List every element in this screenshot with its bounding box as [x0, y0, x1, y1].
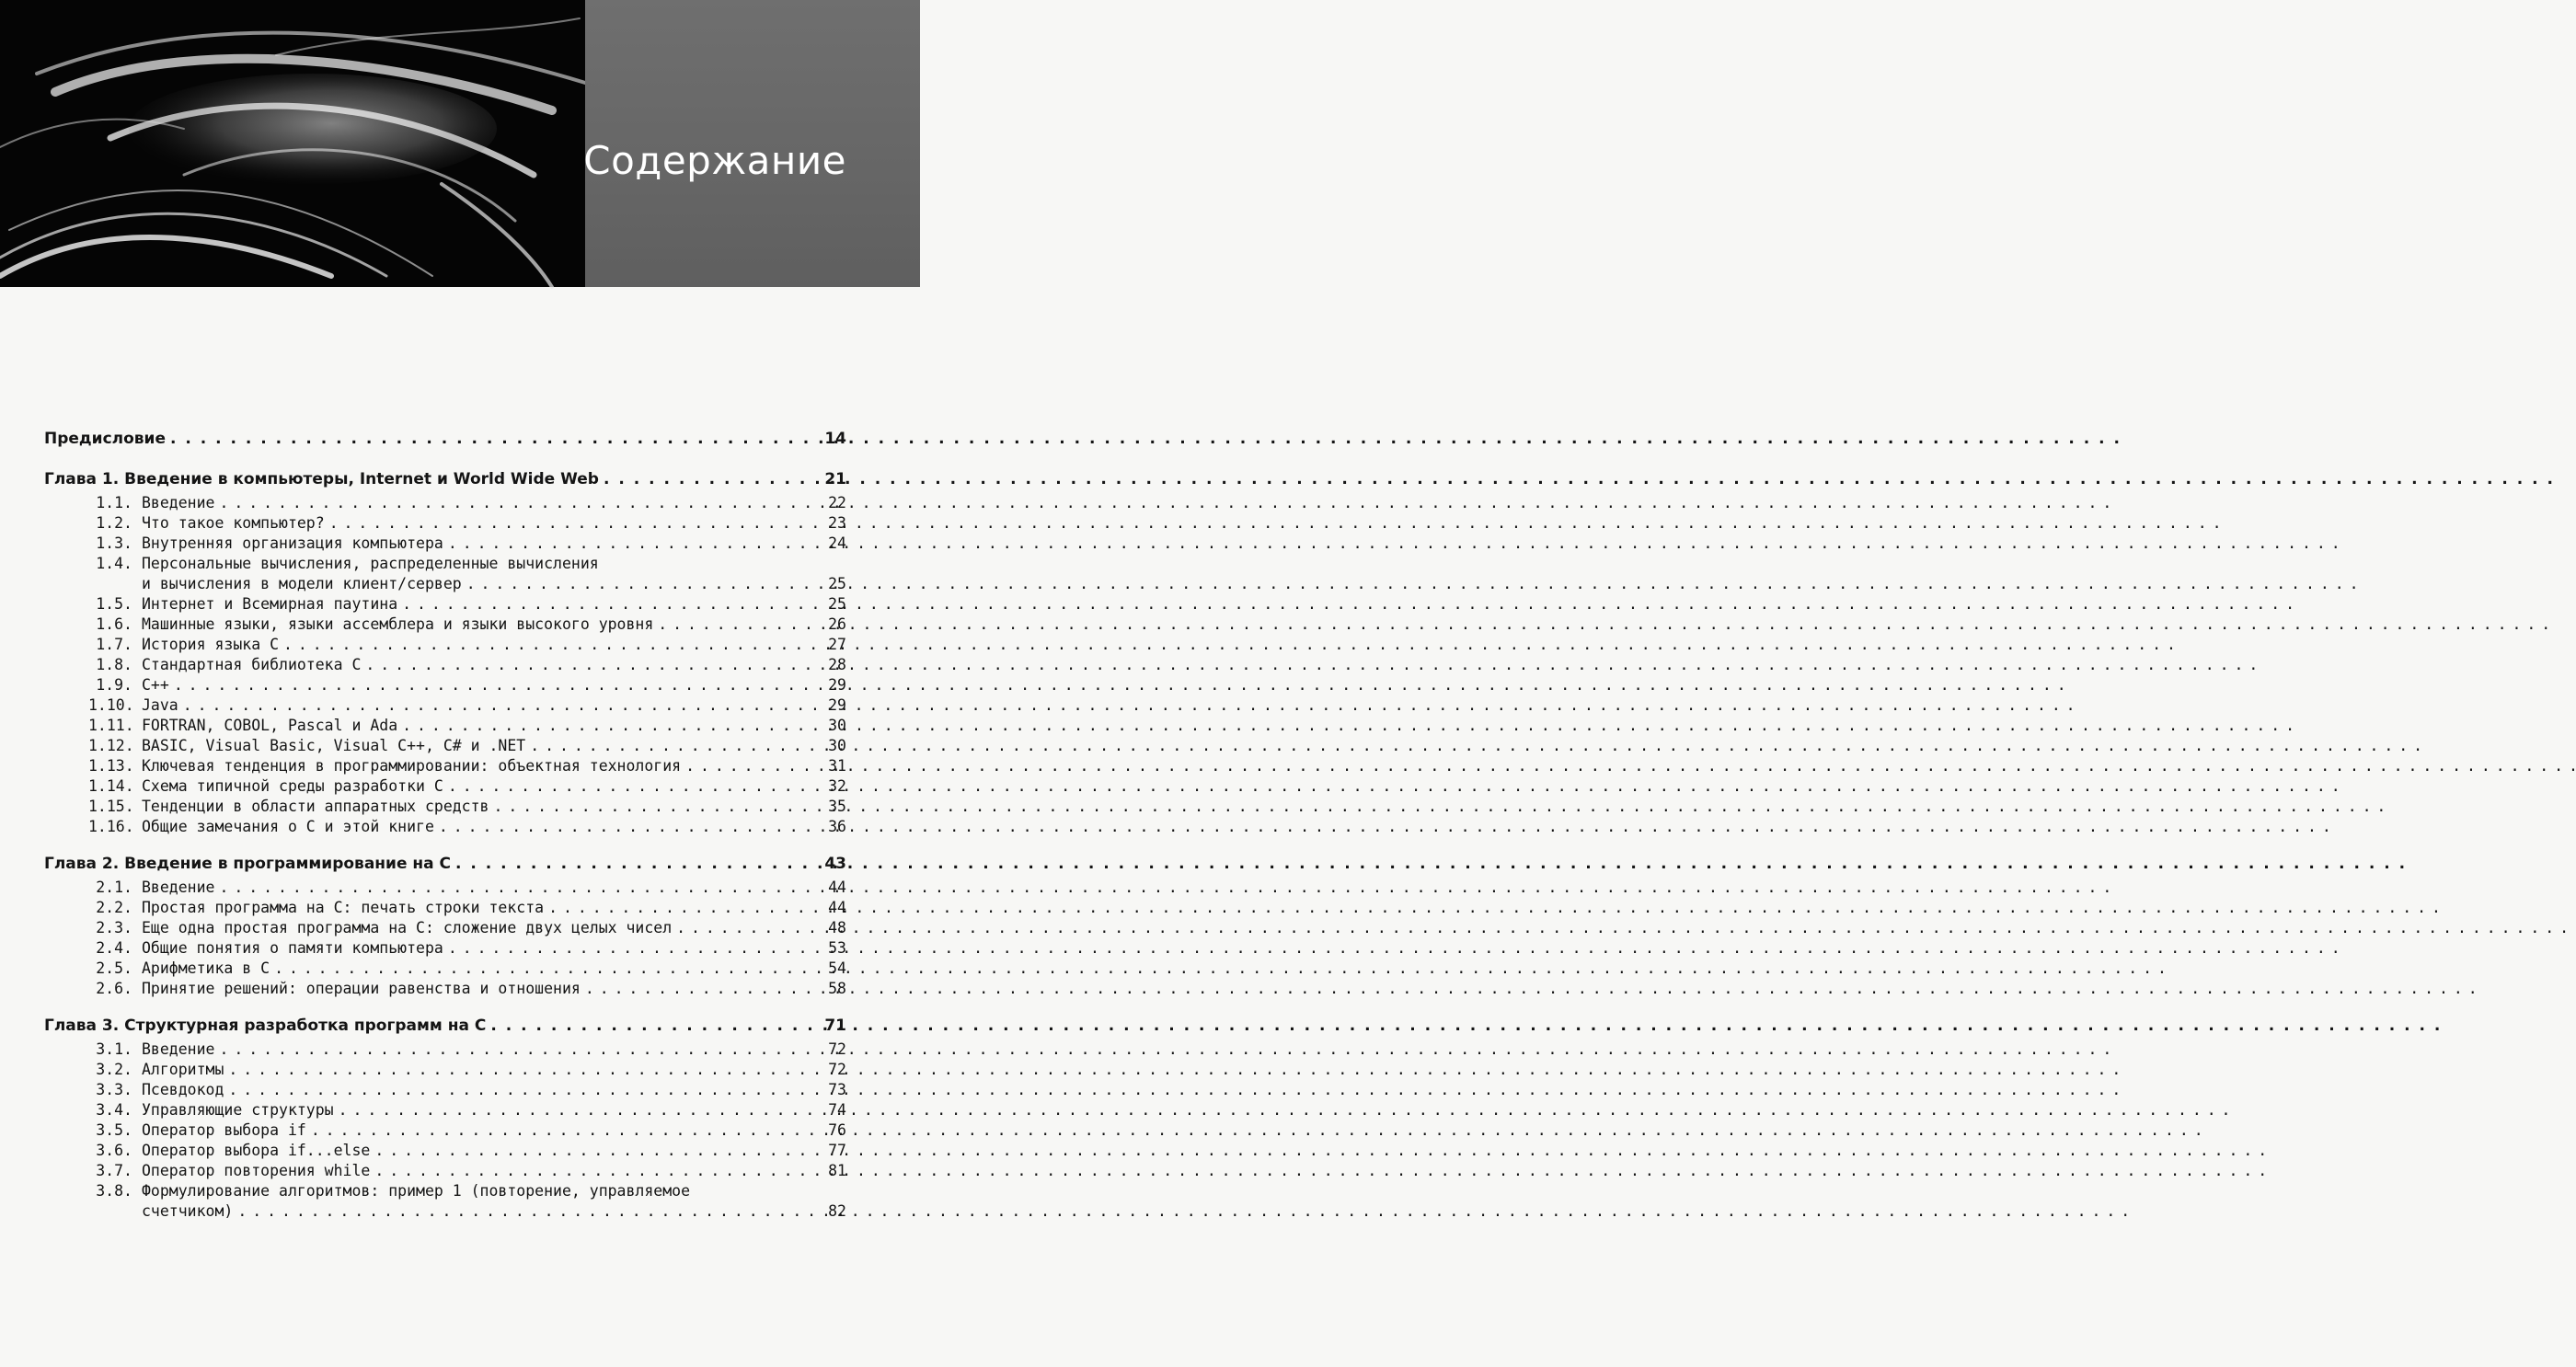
- section-page: 31: [828, 757, 846, 775]
- dot-leader: [170, 425, 819, 453]
- section-number: 3.5.: [96, 1121, 132, 1139]
- toc-section-1-6[interactable]: [44, 615, 846, 635]
- section-number: 3.4.: [96, 1101, 132, 1119]
- section-page: 30: [828, 737, 846, 754]
- section-title: Оператор выбора if: [142, 1121, 306, 1139]
- section-number: 3.3.: [96, 1081, 132, 1098]
- section-number: 2.2.: [96, 899, 132, 916]
- section-title: Еще одна простая программа на C: сложение двух целых чисел: [142, 919, 673, 936]
- toc-section-1-15[interactable]: [44, 797, 846, 817]
- section-number: 1.8.: [96, 656, 132, 673]
- chapter-page: 21: [824, 470, 846, 488]
- dot-leader: [274, 959, 821, 979]
- dot-leader: [448, 776, 821, 797]
- section-number: 2.6.: [96, 980, 132, 997]
- toc-section-3-5[interactable]: [44, 1120, 846, 1141]
- toc-section-1-4-cont[interactable]: [44, 574, 846, 594]
- toc-section-2-1[interactable]: [44, 878, 846, 898]
- dot-leader: [311, 1120, 821, 1141]
- section-page: 29: [828, 676, 846, 694]
- section-title: Что такое компьютер?: [142, 514, 325, 532]
- dot-leader: [183, 695, 821, 716]
- section-title-continuation: счетчиком): [142, 1202, 234, 1220]
- dot-leader: [455, 850, 819, 878]
- section-page: 35: [828, 798, 846, 815]
- dot-leader: [685, 756, 821, 776]
- section-title: Интернет и Всемирная паутина: [142, 595, 398, 613]
- dot-leader: [494, 797, 822, 817]
- toc-section-2-3[interactable]: [44, 918, 846, 938]
- section-title: Формулирование алгоритмов: пример 1 (повторение, управляемое: [142, 1182, 691, 1200]
- section-number: 1.2.: [96, 514, 132, 532]
- toc-section-3-3[interactable]: [44, 1080, 846, 1100]
- toc-section-2-2[interactable]: [44, 898, 846, 918]
- section-page: 29: [828, 696, 846, 714]
- section-number: 2.5.: [96, 959, 132, 977]
- section-number: 1.14.: [88, 777, 134, 795]
- section-number: 1.13.: [88, 757, 134, 775]
- toc-chapter-1[interactable]: [44, 465, 846, 493]
- section-title: Стандартная библиотека C: [142, 656, 362, 673]
- toc-section-1-14[interactable]: [44, 776, 846, 797]
- toc-chapter-2[interactable]: [44, 850, 846, 878]
- chapter-title: Глава 1. Введение в компьютеры, Internet и World Wide Web: [44, 470, 599, 488]
- section-number: 1.16.: [88, 818, 134, 835]
- section-number: 1.3.: [96, 534, 132, 552]
- galaxy-image: [0, 0, 585, 287]
- section-title: Схема типичной среды разработки C: [142, 777, 443, 795]
- section-number: 3.6.: [96, 1142, 132, 1159]
- section-number: 3.8.: [96, 1182, 132, 1200]
- section-page: 58: [828, 980, 846, 997]
- preface-page: 14: [824, 430, 846, 448]
- section-number: 2.3.: [96, 919, 132, 936]
- section-page: 25: [828, 595, 846, 613]
- toc-section-3-1[interactable]: [44, 1040, 846, 1060]
- dot-leader: [402, 716, 821, 736]
- dot-leader: [219, 1040, 821, 1060]
- section-title: Общие понятия о памяти компьютера: [142, 939, 443, 957]
- dot-leader: [658, 615, 821, 635]
- preface-label: Предисловие: [44, 430, 166, 448]
- section-number: 1.11.: [88, 717, 134, 734]
- section-title: BASIC, Visual Basic, Visual C++, C# и .NET: [142, 737, 526, 754]
- toc-chapter-3[interactable]: [44, 1012, 846, 1040]
- dot-leader: [374, 1161, 821, 1181]
- chapter-2-group: [44, 850, 846, 999]
- section-title: Принятие решений: операции равенства и отношения: [142, 980, 581, 997]
- section-page: 28: [828, 656, 846, 673]
- section-title: Оператор выбора if...else: [142, 1142, 371, 1159]
- section-page: 44: [828, 879, 846, 896]
- section-number: 1.5.: [96, 595, 132, 613]
- toc-section-3-8-cont[interactable]: [44, 1201, 846, 1222]
- dot-leader: [448, 938, 821, 959]
- section-page: 82: [828, 1202, 846, 1220]
- chapter-3-group: [44, 1012, 846, 1222]
- section-number: 2.1.: [96, 879, 132, 896]
- toc-section-1-11[interactable]: [44, 716, 846, 736]
- section-number: 2.4.: [96, 939, 132, 957]
- section-number: 3.7.: [96, 1162, 132, 1179]
- section-page: 54: [828, 959, 846, 977]
- section-number: 3.2.: [96, 1061, 132, 1078]
- dot-leader: [530, 736, 821, 756]
- dot-leader: [466, 574, 821, 594]
- section-page: 81: [828, 1162, 846, 1179]
- toc-section-2-4[interactable]: [44, 938, 846, 959]
- section-title: Java: [142, 696, 178, 714]
- toc-section-3-8[interactable]: [44, 1181, 846, 1201]
- section-title: Простая программа на C: печать строки текста: [142, 899, 545, 916]
- section-page: 24: [828, 534, 846, 552]
- header-banner: [0, 0, 920, 287]
- toc-preface[interactable]: [44, 425, 846, 453]
- dot-leader: [174, 675, 821, 695]
- section-number: 1.4.: [96, 555, 132, 572]
- chapter-title: Глава 2. Введение в программирование на C: [44, 855, 452, 873]
- section-number: 1.7.: [96, 636, 132, 653]
- chapter-title: Глава 3. Структурная разработка программ на C: [44, 1017, 487, 1035]
- dot-leader: [329, 513, 821, 534]
- section-number: 1.12.: [88, 737, 134, 754]
- dot-leader: [228, 1080, 821, 1100]
- section-title-continuation: и вычисления в модели клиент/сервер: [142, 575, 462, 592]
- section-number: 1.9.: [96, 676, 132, 694]
- toc-section-3-4[interactable]: [44, 1100, 846, 1120]
- section-page: 22: [828, 494, 846, 511]
- dot-leader: [676, 918, 821, 938]
- section-title: Введение: [142, 879, 215, 896]
- section-number: 1.15.: [88, 798, 134, 815]
- section-page: 36: [828, 818, 846, 835]
- dot-leader: [283, 635, 821, 655]
- section-title: Алгоритмы: [142, 1061, 224, 1078]
- dot-leader: [339, 1100, 821, 1120]
- section-number: 3.1.: [96, 1040, 132, 1058]
- section-title: Персональные вычисления, распределенные вычисления: [142, 555, 599, 572]
- section-number: 1.10.: [88, 696, 134, 714]
- dot-leader: [219, 878, 821, 898]
- section-page: 27: [828, 636, 846, 653]
- section-title: История языка C: [142, 636, 280, 653]
- section-page: 23: [828, 514, 846, 532]
- section-page: 53: [828, 939, 846, 957]
- section-title: Машинные языки, языки ассемблера и языки высокого уровня: [142, 615, 654, 633]
- section-page: 72: [828, 1061, 846, 1078]
- section-title: Оператор повторения while: [142, 1162, 371, 1179]
- section-page: 30: [828, 717, 846, 734]
- section-title: Введение: [142, 494, 215, 511]
- section-title: Внутренняя организация компьютера: [142, 534, 443, 552]
- toc-section-1-7[interactable]: [44, 635, 846, 655]
- section-title: Тенденции в области аппаратных средств: [142, 798, 489, 815]
- toc-section-2-6[interactable]: [44, 979, 846, 999]
- dot-leader: [490, 1012, 819, 1040]
- toc-section-1-8[interactable]: [44, 655, 846, 675]
- section-page: 74: [828, 1101, 846, 1119]
- section-title: C++: [142, 676, 169, 694]
- chapter-1-group: [44, 465, 846, 837]
- dot-leader: [374, 1141, 821, 1161]
- section-title: Управляющие структуры: [142, 1101, 334, 1119]
- section-title: FORTRAN, COBOL, Pascal и Ada: [142, 717, 398, 734]
- toc-section-1-16[interactable]: [44, 817, 846, 837]
- toc-section-1-13[interactable]: [44, 756, 846, 776]
- section-title: Введение: [142, 1040, 215, 1058]
- title-panel: [585, 0, 920, 287]
- dot-leader: [219, 493, 821, 513]
- dot-leader: [439, 817, 821, 837]
- chapter-page: 71: [824, 1017, 846, 1035]
- section-page: 48: [828, 919, 846, 936]
- section-page: 25: [828, 575, 846, 592]
- toc-section-3-7[interactable]: [44, 1161, 846, 1181]
- page-title: Содержание: [583, 138, 846, 183]
- dot-leader: [604, 465, 819, 493]
- section-number: 1.6.: [96, 615, 132, 633]
- section-page: 76: [828, 1121, 846, 1139]
- dot-leader: [585, 979, 821, 999]
- toc-section-3-6[interactable]: [44, 1141, 846, 1161]
- toc-section-1-10[interactable]: [44, 695, 846, 716]
- chapter-page: 43: [824, 855, 846, 873]
- section-number: 1.1.: [96, 494, 132, 511]
- section-title: Ключевая тенденция в программировании: объектная технология: [142, 757, 682, 775]
- dot-leader: [548, 898, 821, 918]
- section-page: 77: [828, 1142, 846, 1159]
- section-page: 44: [828, 899, 846, 916]
- section-title: Арифметика в C: [142, 959, 270, 977]
- dot-leader: [237, 1201, 821, 1222]
- table-of-contents: [44, 425, 846, 1235]
- toc-section-1-9[interactable]: [44, 675, 846, 695]
- toc-section-1-5[interactable]: [44, 594, 846, 615]
- toc-section-2-5[interactable]: [44, 959, 846, 979]
- galaxy-swirl-icon: [0, 0, 585, 287]
- toc-section-1-12[interactable]: [44, 736, 846, 756]
- toc-section-1-2[interactable]: [44, 513, 846, 534]
- dot-leader: [228, 1060, 821, 1080]
- toc-section-3-2[interactable]: [44, 1060, 846, 1080]
- section-page: 32: [828, 777, 846, 795]
- toc-section-1-1[interactable]: [44, 493, 846, 513]
- section-title: Псевдокод: [142, 1081, 224, 1098]
- section-page: 26: [828, 615, 846, 633]
- dot-leader: [365, 655, 821, 675]
- toc-section-1-3[interactable]: [44, 534, 846, 554]
- toc-section-1-4[interactable]: [44, 554, 846, 574]
- dot-leader: [402, 594, 821, 615]
- section-page: 73: [828, 1081, 846, 1098]
- section-title: Общие замечания о C и этой книге: [142, 818, 434, 835]
- dot-leader: [448, 534, 821, 554]
- section-page: 72: [828, 1040, 846, 1058]
